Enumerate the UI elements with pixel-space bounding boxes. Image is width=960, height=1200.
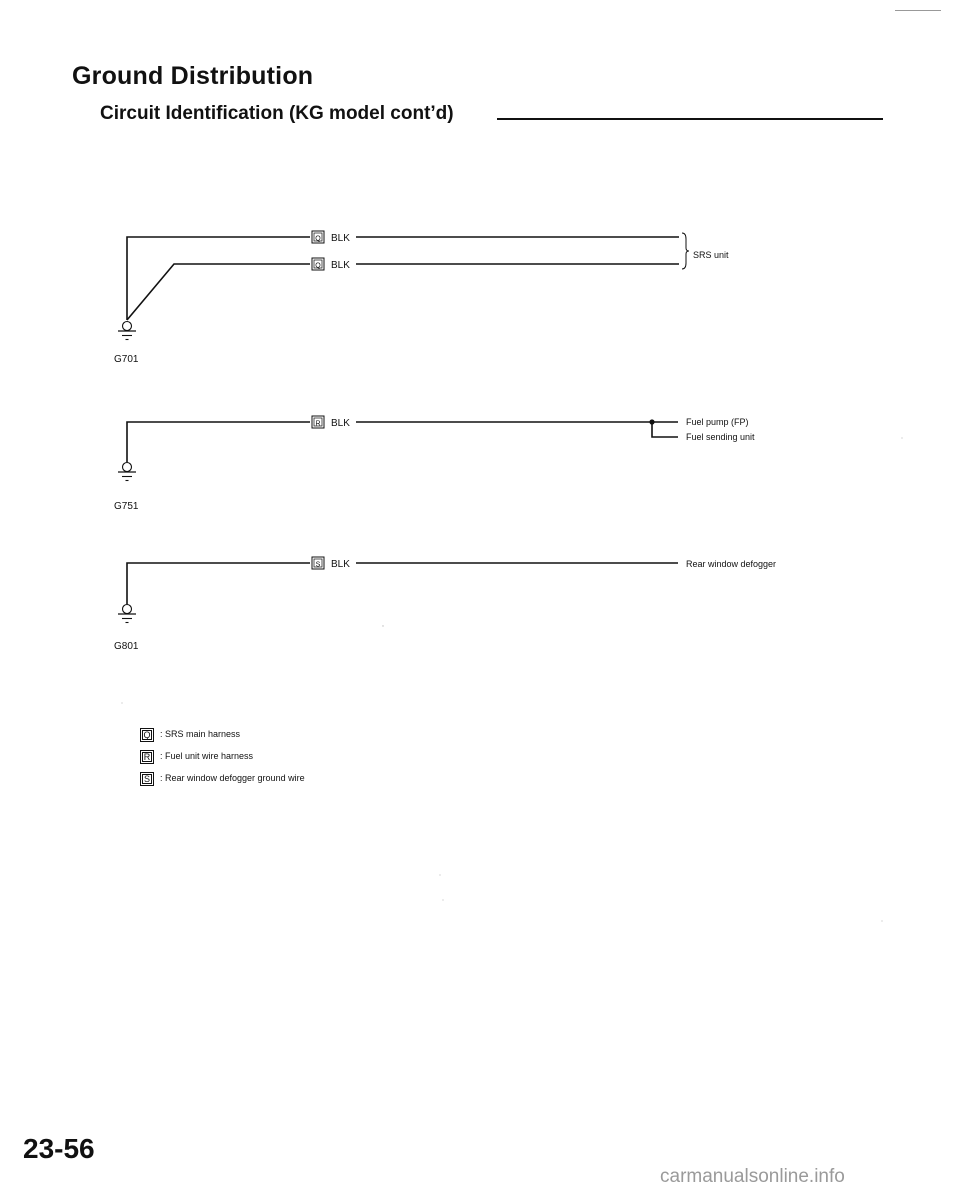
scan-specks [121,437,902,921]
watermark: carmanualsonline.info [660,1166,845,1187]
ground-label-g751: G751 [114,501,139,512]
wire-color-label: BLK [331,260,350,271]
svg-text:Q: Q [315,262,321,270]
destination-fuel-pump: Fuel pump (FP) [686,417,749,427]
legend-text: : SRS main harness [160,729,241,739]
brace-icon [682,233,689,269]
svg-text:Q: Q [315,235,321,243]
legend-text: : Rear window defogger ground wire [160,773,305,783]
ground-symbol-icon [118,463,136,481]
wire-color-label: BLK [331,418,350,429]
ground-label-g701: G701 [114,354,139,365]
legend-symbol-s: S [140,772,154,786]
ground-group-g801 [114,557,776,652]
connector-box-s [312,557,324,569]
wire-color-label: BLK [331,233,350,244]
connector-box-q [312,231,324,243]
ground-group-g751 [114,416,755,512]
page-subtitle: Circuit Identification (KG model cont’d) [100,103,454,124]
svg-text:R: R [315,420,321,428]
legend-symbol-q: Q [140,728,154,742]
connector-box-r [312,416,324,428]
destination-fuel-sending-unit: Fuel sending unit [686,432,755,442]
connector-box-q [312,258,324,270]
g701-wire-path-upper [127,237,310,320]
page-title: Ground Distribution [72,62,314,90]
ground-label-g801: G801 [114,641,139,652]
wire-color-label: BLK [331,559,350,570]
ground-symbol-icon [118,322,136,340]
ground-symbol-icon [118,605,136,623]
g751-wire-path [127,422,310,462]
legend-text: : Fuel unit wire harness [160,751,254,761]
destination-srs-unit: SRS unit [693,250,729,260]
destination-rear-window-defogger: Rear window defogger [686,559,777,569]
svg-text:S: S [315,561,321,569]
page-number: 23-56 [23,1133,95,1164]
g751-branch-line [652,422,678,437]
g701-wire-path-lower [127,264,310,320]
ground-group-g701 [114,231,729,365]
legend-symbol-r: R [140,750,154,764]
g801-wire-path [127,563,310,604]
